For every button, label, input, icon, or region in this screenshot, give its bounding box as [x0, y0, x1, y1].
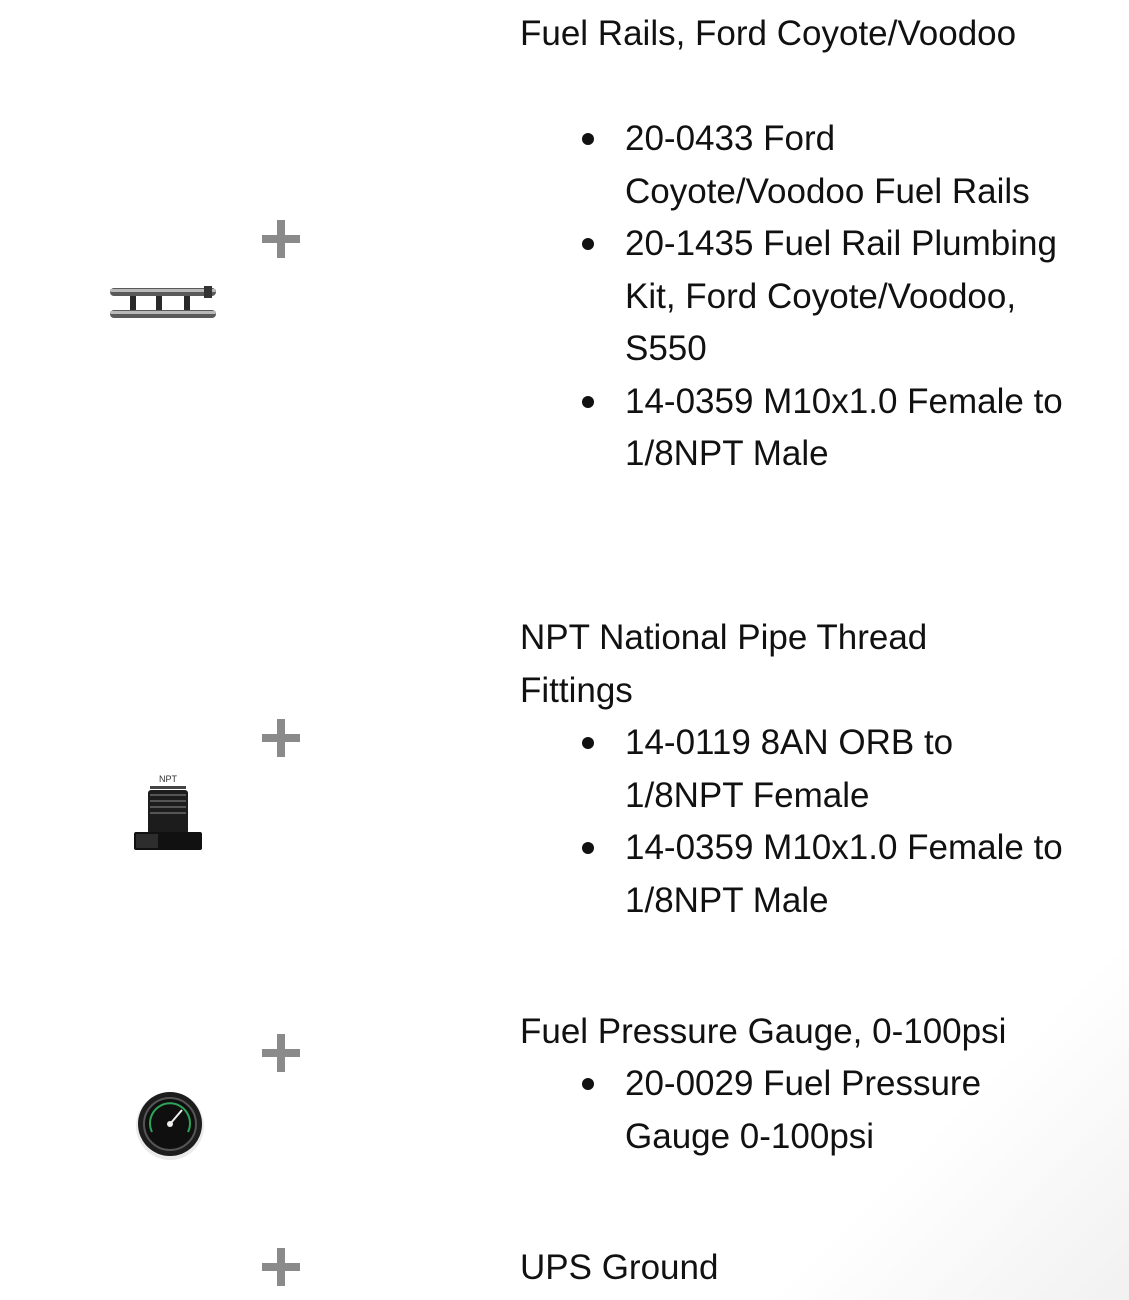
npt-image-label: NPT	[159, 774, 177, 784]
list-item: 14-0359 M10x1.0 Female to 1/8NPT Male	[625, 822, 1065, 927]
option-group-title: UPS Ground	[520, 1248, 719, 1287]
option-item-list	[625, 1058, 1065, 1163]
option-group-title: Fuel Pressure Gauge, 0-100psi	[520, 1012, 1007, 1051]
option-item-list	[625, 113, 1065, 481]
option-group-title: NPT National Pipe Thread Fittings	[520, 618, 928, 710]
list-item: 20-1435 Fuel Rail Plumbing Kit, Ford Coyote/Voodoo, S550	[625, 218, 1065, 376]
list-item: 20-0433 Ford Coyote/Voodoo Fuel Rails	[625, 113, 1065, 218]
option-group-title: Fuel Rails, Ford Coyote/Voodoo	[520, 14, 1017, 53]
fuel-rails-image	[108, 284, 220, 324]
pressure-gauge-image	[130, 1084, 210, 1164]
list-item: 14-0119 8AN ORB to 1/8NPT Female	[625, 717, 1065, 822]
list-item: 20-0029 Fuel Pressure Gauge 0-100psi	[625, 1058, 1065, 1163]
option-group-npt-fittings	[0, 560, 1129, 970]
expand-plus-icon[interactable]	[262, 1034, 300, 1072]
expand-plus-icon[interactable]	[262, 1248, 300, 1286]
expand-plus-icon[interactable]	[262, 719, 300, 757]
option-item-list	[625, 717, 1065, 927]
npt-fitting-image	[128, 770, 208, 854]
list-item: 14-0359 M10x1.0 Female to 1/8NPT Male	[625, 376, 1065, 481]
option-group-fuel-rails	[0, 0, 1129, 560]
option-group-fuel-pressure-gauge	[0, 970, 1129, 1210]
option-group-ups-ground	[0, 1210, 1129, 1300]
expand-plus-icon[interactable]	[262, 220, 300, 258]
